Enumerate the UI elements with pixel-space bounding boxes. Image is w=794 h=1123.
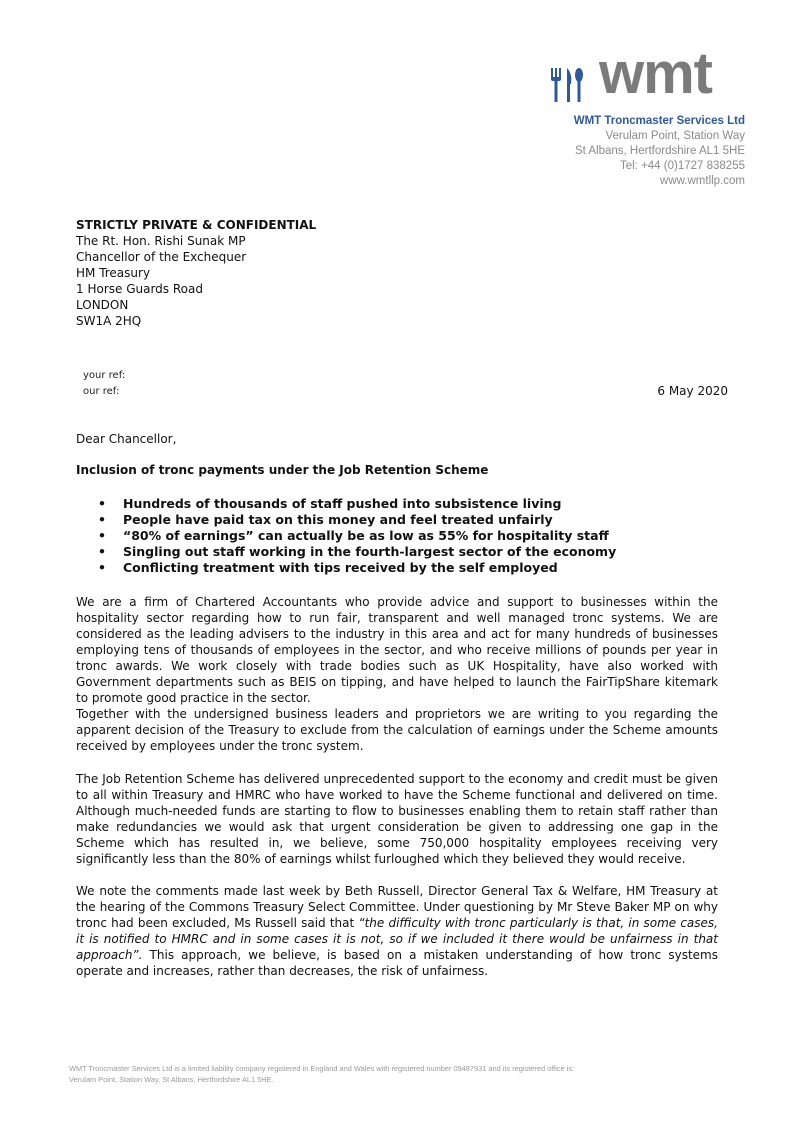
paragraph-text: We note the comments made last week by Beth Russell, Director General Tax & Welfare, HM Treasury at the hearing of the Commons Treasury Select Committee. Under questioning by Mr Steve Baker MP on why tronc had been excluded, Ms Russell said that: [76, 884, 718, 930]
address-line: Verulam Point, Station Way: [605, 130, 745, 142]
quoted-statement: “the difficulty with tronc particularly is that, in some cases, it is notified to HMRC and in some cases it is not, so if we included it there would be unfairness in that approach”.: [76, 916, 718, 962]
subject-line: Inclusion of tronc payments under the Job Retention Scheme: [76, 463, 489, 477]
paragraph-text: This approach, we believe, is based on a mistaken understanding of how tronc systems operate and increases, rather than decreases, the risk of unfairness.: [76, 948, 718, 978]
recipient-address: [76, 217, 718, 329]
recipient-line: Chancellor of the Exchequer: [76, 250, 247, 264]
references: [83, 368, 125, 400]
sender-address: [574, 114, 745, 189]
salutation: Dear Chancellor,: [76, 432, 177, 446]
recipient-line: SW1A 2HQ: [76, 314, 142, 328]
key-points-list: [98, 496, 616, 576]
cutlery-icon: [549, 68, 585, 102]
phone-line: Tel: +44 (0)1727 838255: [619, 160, 745, 172]
paragraph-scheme-gap: The Job Retention Scheme has delivered unprecedented support to the economy and credit must be given to all within Treasury and HMRC who have worked to have the Scheme functional and delivered on time. Although much-needed funds are starting to flow to businesses enabling them to retain staff rather than make redundancies we would ask that urgent consideration be given to addressing one gap in the Scheme which has resulted in, we believe, some 750,000 hospitality employees receiving very significantly less than the 80% of earnings whilst furloughed which they believed they would receive.: [76, 772, 718, 866]
bullet-item: • People have paid tax on this money and feel treated unfairly: [98, 512, 616, 528]
footer-registration: WMT Troncmaster Services Ltd is a limited liability company registered in England and Wales with registered number 09487931 and its registered office is:: [69, 1064, 575, 1073]
our-ref-label: our ref:: [83, 386, 120, 397]
paragraph-firm-intro: We are a firm of Chartered Accountants who provide advice and support to businesses within the hospitality sector regarding how to run fair, transparent and well managed tronc systems. We are considered as the leading advisers to the industry in this area and act for many hundreds of businesses employing tens of thousands of employees in the sector, and who receive millions of pounds per year in tronc awards. We work closely with trade bodies such as UK Hospitality, have also worked with Government departments such as BEIS on tipping, and have helped to launch the FairTipShare kitemark to promote good practice in the sector.: [76, 595, 718, 705]
address-line: St Albans, Hertfordshire AL1 5HE: [574, 145, 745, 157]
bullet-item: • Singling out staff working in the fourth-largest sector of the economy: [98, 544, 616, 560]
website-line: www.wmtllp.com: [660, 175, 745, 187]
logo-wordmark: wmt: [599, 41, 712, 106]
letter-date: 6 May 2020: [657, 384, 728, 398]
your-ref-label: your ref:: [83, 370, 126, 381]
bullet-item: • Conflicting treatment with tips received by the self employed: [98, 560, 616, 576]
page-footer: [69, 1063, 689, 1085]
bullet-item: • Hundreds of thousands of staff pushed into subsistence living: [98, 496, 616, 512]
confidential-heading: STRICTLY PRIVATE & CONFIDENTIAL: [76, 218, 317, 232]
recipient-line: The Rt. Hon. Rishi Sunak MP: [76, 234, 246, 248]
recipient-line: LONDON: [76, 298, 129, 312]
recipient-line: 1 Horse Guards Road: [76, 282, 203, 296]
footer-address: Verulam Point, Station Way, St Albans, Hertfordshire AL1 5HE.: [69, 1075, 274, 1084]
company-logo: [549, 41, 744, 106]
recipient-line: HM Treasury: [76, 266, 151, 280]
bullet-item: • “80% of earnings” can actually be as low as 55% for hospitality staff: [98, 528, 616, 544]
paragraph-treasury-comments: [76, 883, 718, 979]
company-name: WMT Troncmaster Services Ltd: [573, 115, 745, 127]
paragraph-purpose: Together with the undersigned business leaders and proprietors we are writing to you regarding the apparent decision of the Treasury to exclude from the calculation of earnings under the Scheme amounts received by employees under the tronc system.: [76, 707, 718, 753]
